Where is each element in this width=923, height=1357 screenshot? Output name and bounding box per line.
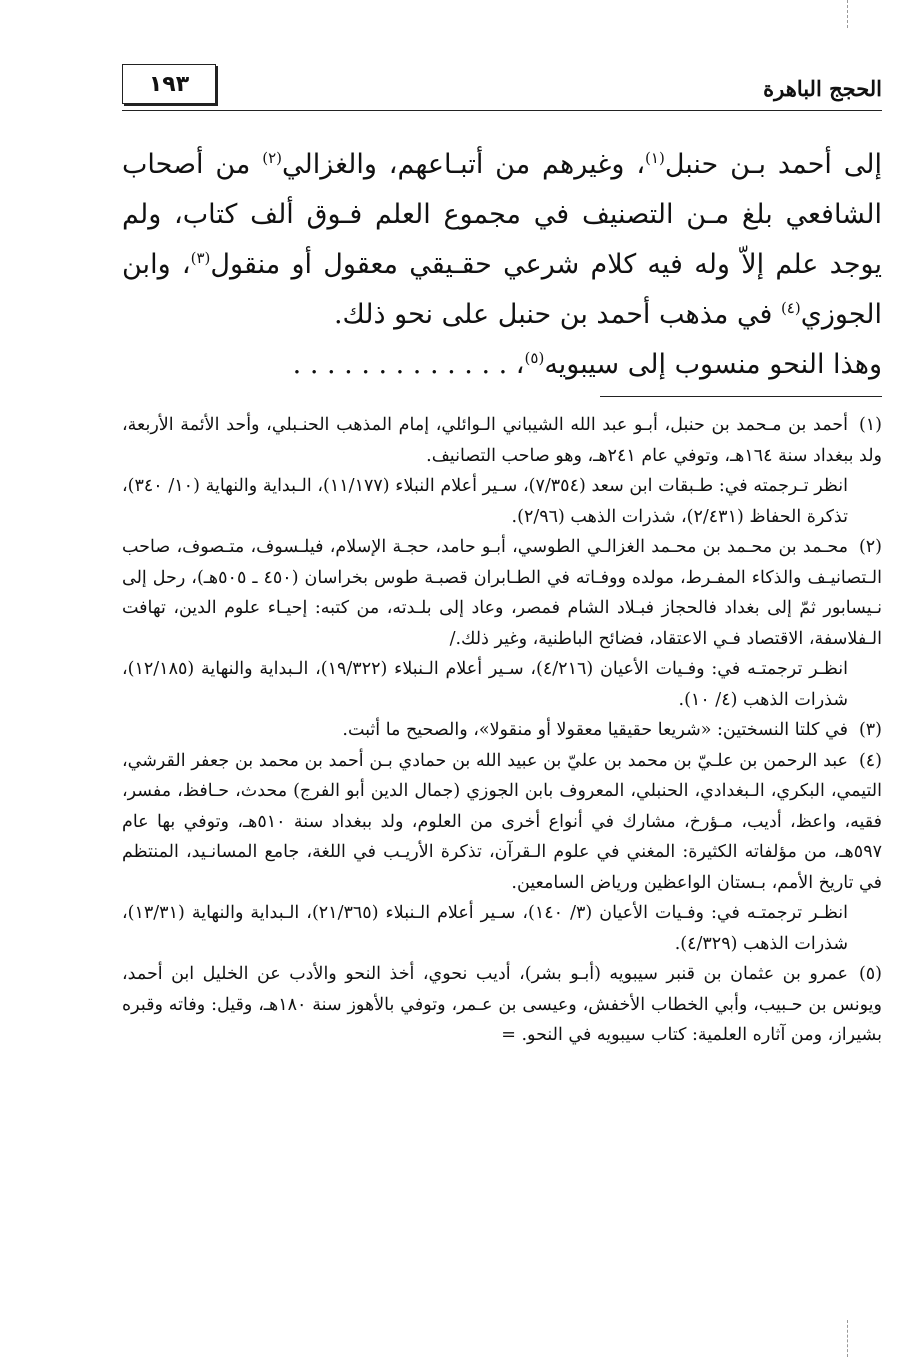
continuation-dots: ، . . . . . . . . . . . . . — [292, 349, 525, 380]
footnote-ref-3: (٣) — [190, 249, 211, 267]
footnote-ref-4: (٤) — [780, 299, 801, 317]
text-run: من أصحاب الشافعي بلغ مـن التصنيف في مجموع العلم فـوق ألف كتاب، ولم يوجد علم إلاّ وله فيه كلام شرعي حقـيقي معقول أو منقول — [122, 149, 883, 280]
crop-mark-top — [847, 0, 848, 28]
footnote-ref-2: (٢) — [262, 149, 283, 167]
footnote-2 — [122, 532, 882, 715]
footnote-text: عمرو بن عثمان بن قنبر سيبويه (أبـو بشر)، أديب نحوي، أخذ النحو والأدب عن الخليل ابن أحمد، ويونس بن حـبيب، وأبي الخطاب الأخفش، وعيسى بن عـمر، وتوفي بالأهوز سنة ١٨٠هـ، وقيل: وفاته وقبره بشيراز، ومن آثاره العلمية: كتاب سيبويه في النحو. = — [122, 964, 882, 1045]
footnote-text: عبد الرحمن بن علـيّ بن محمد بن عليّ بن عبيد الله بن حمادي بـن أحمد بن محمد بن جعفر القرشي، التيمي، البكري، الـبغدادي، الحنبلي، المعروف بابن الجوزي (جمال الدين أبو الفرج) محدث، حـافظ، مفسر، فقيه، واعظ، أديب، مـؤرخ، مشارك في أنواع أخرى من العلوم، ولد ببغداد سنة ٥١٠هـ، وتوفي بها عام ٥٩٧هـ، من مؤلفاته الكثيرة: المغني في علوم الـقرآن، تذكرة الأريـب في اللغة، جامع المسانـيد، المنتظم في تاريخ الأمم، بـستان الواعظين ورياض السامعين. — [122, 750, 882, 893]
footnote-5 — [122, 959, 882, 1051]
header-rule — [122, 110, 882, 111]
main-text — [122, 140, 882, 390]
text-run: إلى أحمد بـن حنبل — [664, 149, 882, 180]
footnote-4 — [122, 746, 882, 960]
text-run: وهذا النحو منسوب إلى سيبويه — [544, 349, 882, 380]
main-paragraph — [122, 140, 882, 340]
footnotes — [122, 410, 882, 1051]
crop-mark-bottom — [847, 1320, 848, 1357]
running-title: الحجج الباهرة — [763, 76, 882, 101]
footnote-number: (١) — [858, 415, 882, 435]
footnote-3 — [122, 715, 882, 746]
footnote-text: في كلتا النسختين: «شريعا حقيقيا معقولا أو منقولا»، والصحيح ما أثبت. — [342, 720, 848, 740]
footnote-reference: انظر تـرجمته في: طـبقات ابن سعد (٧/٣٥٤)، سـير أعلام النبلاء (١١/١٧٧)، الـبداية والنهاية (١٠/ ٣٤٠)، تذكرة الحفاظ (٢/٤٣١)، شذرات الذهب (٢/٩٦). — [122, 476, 848, 527]
text-run: في مذهب أحمد بن حنبل على نحو ذلك. — [333, 299, 781, 330]
footnote-1 — [122, 410, 882, 532]
footnote-number: (٤) — [858, 750, 882, 771]
footnote-separator — [600, 396, 882, 397]
footnote-ref-5: (٥) — [524, 349, 545, 367]
main-paragraph-2 — [122, 340, 882, 390]
footnote-ref-1: (١) — [645, 149, 665, 167]
footnote-number: (٣) — [858, 720, 882, 740]
footnote-number: (٢) — [858, 537, 882, 557]
text-run: ، وابن الجوزي — [122, 249, 882, 330]
footnote-number: (٥) — [858, 964, 882, 984]
page-number: ١٩٣ — [122, 64, 216, 104]
page-header — [122, 64, 882, 114]
footnote-reference: انظـر ترجمتـه في: وفـيات الأعيان (٣/ ١٤٠)، سـير أعلام الـنبلاء (٢١/٣٦٥)، الـبداية والنهاية (١٣/٣١)، شذرات الذهب (٤/٣٢٩). — [122, 903, 848, 954]
text-run: ، وغيرهم من أتبـاعهم، والغزالي — [282, 149, 646, 180]
footnote-text: أحمد بن مـحمد بن حنبل، أبـو عبد الله الشيباني الـوائلي، إمام المذهب الحنـبلي، وأحد الأئمة الأربعة، ولد ببغداد سنة ١٦٤هـ، وتوفي عام ٢٤١هـ، وهو صاحب التصانيف. — [122, 415, 882, 466]
footnote-reference: انظـر ترجمتـه في: وفـيات الأعيان (٤/٢١٦)، سـير أعلام الـنبلاء (١٩/٣٢٢)، الـبداية والنهاية (١٢/١٨٥)، شذرات الذهب (٤/ ١٠). — [122, 659, 848, 710]
footnote-text: محـمد بن محـمد بن محـمد الغزالـي الطوسي، أبـو حامد، حجـة الإسلام، فيلـسوف، متـصوف، صاحب الـتصانيـف والذكاء المفـرط، مولده ووفـاته في الطـابران قصبـة طوس بخراسان (٤٥٠ ـ ٥٠٥هـ)، رحل إلى نـيسابور ثمّ إلى بغداد فالحجاز فبـلاد الشام فمصر، وعاد إلى بلـدته، من كتبه: إحيـاء علوم الدين، تهافت الـفلاسفة، الاقتصاد فـي الاعتقاد، فضائح الباطنية، وغير ذلك./ — [122, 537, 882, 649]
